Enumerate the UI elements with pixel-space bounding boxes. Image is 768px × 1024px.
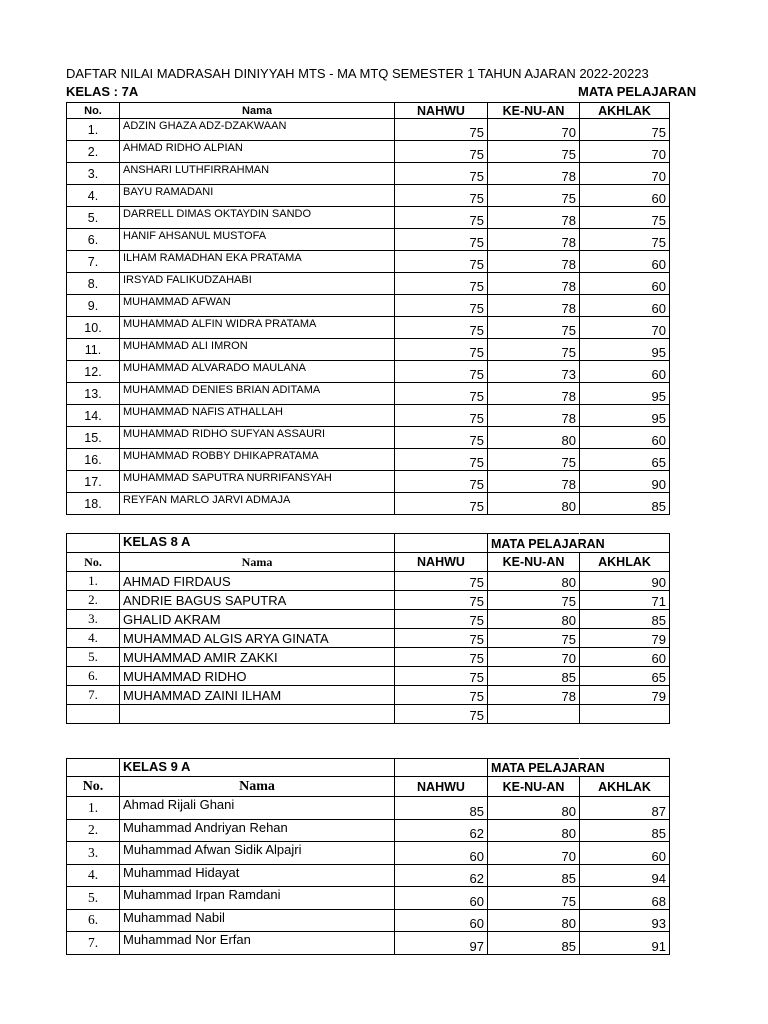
nahwu-score: 75 bbox=[395, 591, 488, 610]
nahwu-score: 75 bbox=[395, 251, 488, 273]
row-number: 13. bbox=[67, 383, 120, 405]
row-number: 14. bbox=[67, 405, 120, 427]
row-number: 7. bbox=[67, 251, 120, 273]
ke-nu-an-score: 78 bbox=[488, 229, 580, 251]
ke-nu-an-score: 75 bbox=[488, 185, 580, 207]
nahwu-score: 75 bbox=[395, 163, 488, 185]
akhlak-score: 91 bbox=[580, 932, 670, 955]
ke-nu-an-score bbox=[488, 705, 580, 724]
row-number: 8. bbox=[67, 273, 120, 295]
header-akhlak: AKHLAK bbox=[580, 777, 670, 797]
ke-nu-an-score: 80 bbox=[488, 797, 580, 820]
student-name: MUHAMMAD ZAINI ILHAM bbox=[120, 686, 395, 705]
table-row bbox=[67, 842, 670, 865]
kelas-9a-label: KELAS 9 A bbox=[120, 759, 395, 777]
akhlak-score: 94 bbox=[580, 864, 670, 887]
row-number: 1. bbox=[67, 572, 120, 591]
akhlak-score: 79 bbox=[580, 629, 670, 648]
ke-nu-an-score: 80 bbox=[488, 819, 580, 842]
ke-nu-an-score: 85 bbox=[488, 667, 580, 686]
kelas-8a-corner-cell bbox=[67, 534, 120, 553]
akhlak-score: 95 bbox=[580, 383, 670, 405]
student-name: ADZIN GHAZA ADZ-DZAKWAAN bbox=[120, 119, 395, 141]
header-akhlak: AKHLAK bbox=[580, 103, 670, 119]
kelas-8a-mata-pelajaran-label: MATA PELAJARAN bbox=[491, 536, 605, 551]
header-no: No. bbox=[67, 553, 120, 572]
nahwu-score: 75 bbox=[395, 361, 488, 383]
student-name: MUHAMMAD AMIR ZAKKI bbox=[120, 648, 395, 667]
ke-nu-an-score: 75 bbox=[488, 449, 580, 471]
row-number: 6. bbox=[67, 667, 120, 686]
kelas-7a-label: KELAS : 7A bbox=[66, 84, 139, 99]
table-row bbox=[67, 629, 670, 648]
nahwu-score: 60 bbox=[395, 909, 488, 932]
table-row bbox=[67, 449, 670, 471]
row-number: 4. bbox=[67, 629, 120, 648]
kelas-7a-subject-clip bbox=[0, 0, 697, 110]
akhlak-score: 60 bbox=[580, 273, 670, 295]
ke-nu-an-score: 78 bbox=[488, 471, 580, 493]
nahwu-score: 75 bbox=[395, 705, 488, 724]
table-row bbox=[67, 932, 670, 955]
table-row bbox=[67, 295, 670, 317]
ke-nu-an-score: 73 bbox=[488, 361, 580, 383]
student-name: MUHAMMAD ALFIN WIDRA PRATAMA bbox=[120, 317, 395, 339]
student-name bbox=[120, 705, 395, 724]
table-row bbox=[67, 273, 670, 295]
row-number: 1. bbox=[67, 119, 120, 141]
nahwu-score: 75 bbox=[395, 648, 488, 667]
nahwu-score: 75 bbox=[395, 207, 488, 229]
nahwu-score: 60 bbox=[395, 842, 488, 865]
nahwu-score: 75 bbox=[395, 273, 488, 295]
kelas-9a-table-body bbox=[67, 797, 670, 955]
row-number: 11. bbox=[67, 339, 120, 361]
row-number: 4. bbox=[67, 185, 120, 207]
ke-nu-an-score: 80 bbox=[488, 427, 580, 449]
row-number: 6. bbox=[67, 909, 120, 932]
student-name: MUHAMMAD ALI IMRON bbox=[120, 339, 395, 361]
row-number: 2. bbox=[67, 141, 120, 163]
row-number: 5. bbox=[67, 648, 120, 667]
row-number: 4. bbox=[67, 864, 120, 887]
student-name: MUHAMMAD NAFIS ATHALLAH bbox=[120, 405, 395, 427]
student-name: ANSHARI LUTHFIRRAHMAN bbox=[120, 163, 395, 185]
table-row bbox=[67, 648, 670, 667]
row-number: 18. bbox=[67, 493, 120, 515]
nahwu-score: 75 bbox=[395, 295, 488, 317]
student-name: Ahmad Rijali Ghani bbox=[120, 797, 395, 820]
akhlak-score: 70 bbox=[580, 317, 670, 339]
akhlak-score: 85 bbox=[580, 819, 670, 842]
table-row bbox=[67, 383, 670, 405]
row-number: 9. bbox=[67, 295, 120, 317]
akhlak-score: 60 bbox=[580, 251, 670, 273]
kelas-8a-table-body bbox=[67, 572, 670, 724]
kelas-7a-mata-pelajaran-label: MATA PELAJARAN bbox=[578, 84, 697, 99]
nahwu-score: 75 bbox=[395, 449, 488, 471]
table-row bbox=[67, 251, 670, 273]
table-row bbox=[67, 207, 670, 229]
header-no: No. bbox=[67, 777, 120, 797]
nahwu-score: 75 bbox=[395, 427, 488, 449]
ke-nu-an-score: 78 bbox=[488, 207, 580, 229]
ke-nu-an-score: 78 bbox=[488, 251, 580, 273]
table-row bbox=[67, 339, 670, 361]
ke-nu-an-score: 75 bbox=[488, 339, 580, 361]
akhlak-score: 79 bbox=[580, 686, 670, 705]
kelas-8a-label: KELAS 8 A bbox=[120, 534, 395, 553]
row-number: 2. bbox=[67, 591, 120, 610]
ke-nu-an-score: 80 bbox=[488, 610, 580, 629]
akhlak-score: 90 bbox=[580, 471, 670, 493]
table-row bbox=[67, 686, 670, 705]
row-number: 15. bbox=[67, 427, 120, 449]
student-name: MUHAMMAD RIDHO SUFYAN ASSAURI bbox=[120, 427, 395, 449]
akhlak-score: 71 bbox=[580, 591, 670, 610]
ke-nu-an-score: 75 bbox=[488, 141, 580, 163]
nahwu-score: 75 bbox=[395, 185, 488, 207]
akhlak-score: 65 bbox=[580, 667, 670, 686]
table-row bbox=[67, 591, 670, 610]
row-number: 3. bbox=[67, 842, 120, 865]
akhlak-score: 95 bbox=[580, 339, 670, 361]
student-name: Muhammad Irpan Ramdani bbox=[120, 887, 395, 910]
row-number: 7. bbox=[67, 932, 120, 955]
nahwu-score: 75 bbox=[395, 383, 488, 405]
table-row bbox=[67, 572, 670, 591]
row-number: 5. bbox=[67, 887, 120, 910]
row-number: 10. bbox=[67, 317, 120, 339]
kelas-7a-table bbox=[66, 102, 670, 515]
nahwu-score: 75 bbox=[395, 141, 488, 163]
ke-nu-an-score: 78 bbox=[488, 383, 580, 405]
table-row bbox=[67, 471, 670, 493]
kelas-7a-table-body bbox=[67, 119, 670, 515]
row-number: 2. bbox=[67, 819, 120, 842]
table-row bbox=[67, 705, 670, 724]
kelas-8a-table bbox=[66, 533, 670, 724]
ke-nu-an-score: 75 bbox=[488, 629, 580, 648]
nahwu-score: 75 bbox=[395, 471, 488, 493]
table-row bbox=[67, 797, 670, 820]
header-nahwu: NAHWU bbox=[395, 103, 488, 119]
table-row bbox=[67, 361, 670, 383]
akhlak-score: 87 bbox=[580, 797, 670, 820]
header-nahwu: NAHWU bbox=[395, 553, 488, 572]
header-nama: Nama bbox=[120, 777, 395, 797]
nahwu-score: 75 bbox=[395, 339, 488, 361]
ke-nu-an-score: 70 bbox=[488, 842, 580, 865]
kelas-8a-mata-pelajaran-cell bbox=[488, 534, 605, 553]
akhlak-score: 95 bbox=[580, 405, 670, 427]
kelas-9a-table bbox=[66, 758, 670, 955]
table-row bbox=[67, 119, 670, 141]
student-name: Muhammad Nabil bbox=[120, 909, 395, 932]
row-number: 7. bbox=[67, 686, 120, 705]
table-row bbox=[67, 610, 670, 629]
table-row bbox=[67, 909, 670, 932]
table-header-row bbox=[67, 103, 670, 119]
header-ke-nu-an: KE-NU-AN bbox=[488, 777, 580, 797]
akhlak-score: 75 bbox=[580, 229, 670, 251]
nahwu-score: 60 bbox=[395, 887, 488, 910]
student-name: AHMAD RIDHO ALPIAN bbox=[120, 141, 395, 163]
nahwu-score: 62 bbox=[395, 864, 488, 887]
header-akhlak: AKHLAK bbox=[580, 553, 670, 572]
ke-nu-an-score: 70 bbox=[488, 119, 580, 141]
nahwu-score: 75 bbox=[395, 119, 488, 141]
akhlak-score: 60 bbox=[580, 295, 670, 317]
ke-nu-an-score: 70 bbox=[488, 648, 580, 667]
akhlak-score: 60 bbox=[580, 361, 670, 383]
header-no: No. bbox=[67, 103, 120, 119]
student-name: MUHAMMAD ROBBY DHIKAPRATAMA bbox=[120, 449, 395, 471]
ke-nu-an-score: 75 bbox=[488, 887, 580, 910]
ke-nu-an-score: 85 bbox=[488, 864, 580, 887]
akhlak-score: 60 bbox=[580, 427, 670, 449]
table-row bbox=[67, 317, 670, 339]
row-number: 1. bbox=[67, 797, 120, 820]
akhlak-score: 60 bbox=[580, 842, 670, 865]
akhlak-score: 85 bbox=[580, 610, 670, 629]
student-name: Muhammad Afwan Sidik Alpajri bbox=[120, 842, 395, 865]
table-header-row bbox=[67, 777, 670, 797]
table-row bbox=[67, 493, 670, 515]
document-title: DAFTAR NILAI MADRASAH DINIYYAH MTS - MA MTQ SEMESTER 1 TAHUN AJARAN 2022-20223 bbox=[66, 66, 649, 81]
header-nama: Nama bbox=[120, 103, 395, 119]
nahwu-score: 75 bbox=[395, 493, 488, 515]
akhlak-score: 68 bbox=[580, 887, 670, 910]
akhlak-score: 65 bbox=[580, 449, 670, 471]
header-ke-nu-an: KE-NU-AN bbox=[488, 553, 580, 572]
nahwu-score: 75 bbox=[395, 686, 488, 705]
table-row bbox=[67, 864, 670, 887]
kelas-row bbox=[67, 759, 670, 777]
nahwu-score: 75 bbox=[395, 405, 488, 427]
table-row bbox=[67, 405, 670, 427]
akhlak-score: 60 bbox=[580, 185, 670, 207]
row-number: 6. bbox=[67, 229, 120, 251]
ke-nu-an-score: 80 bbox=[488, 493, 580, 515]
ke-nu-an-score: 80 bbox=[488, 909, 580, 932]
nahwu-score: 75 bbox=[395, 610, 488, 629]
row-number: 16. bbox=[67, 449, 120, 471]
nahwu-score: 75 bbox=[395, 572, 488, 591]
ke-nu-an-score: 78 bbox=[488, 405, 580, 427]
student-name: AHMAD FIRDAUS bbox=[120, 572, 395, 591]
row-number: 12. bbox=[67, 361, 120, 383]
akhlak-score: 93 bbox=[580, 909, 670, 932]
akhlak-score: 60 bbox=[580, 648, 670, 667]
nahwu-score: 85 bbox=[395, 797, 488, 820]
student-name: Muhammad Hidayat bbox=[120, 864, 395, 887]
student-name: MUHAMMAD DENIES BRIAN ADITAMA bbox=[120, 383, 395, 405]
student-name: MUHAMMAD ALGIS ARYA GINATA bbox=[120, 629, 395, 648]
table-row bbox=[67, 887, 670, 910]
table-row bbox=[67, 229, 670, 251]
kelas-9a-blank-cell bbox=[395, 759, 488, 777]
table-row bbox=[67, 141, 670, 163]
row-number: 17. bbox=[67, 471, 120, 493]
header-nama: Nama bbox=[120, 553, 395, 572]
akhlak-score: 90 bbox=[580, 572, 670, 591]
row-number: 5. bbox=[67, 207, 120, 229]
nahwu-score: 75 bbox=[395, 667, 488, 686]
row-number: 3. bbox=[67, 163, 120, 185]
ke-nu-an-score: 85 bbox=[488, 932, 580, 955]
table-row bbox=[67, 819, 670, 842]
kelas-8a-blank-cell bbox=[395, 534, 488, 553]
student-name: ILHAM RAMADHAN EKA PRATAMA bbox=[120, 251, 395, 273]
student-name: HANIF AHSANUL MUSTOFA bbox=[120, 229, 395, 251]
akhlak-score: 75 bbox=[580, 119, 670, 141]
student-name: BAYU RAMADANI bbox=[120, 185, 395, 207]
ke-nu-an-score: 75 bbox=[488, 317, 580, 339]
kelas-9a-mata-pelajaran-cell bbox=[488, 759, 605, 777]
student-name: Muhammad Nor Erfan bbox=[120, 932, 395, 955]
student-name: REYFAN MARLO JARVI ADMAJA bbox=[120, 493, 395, 515]
row-number bbox=[67, 705, 120, 724]
akhlak-score: 75 bbox=[580, 207, 670, 229]
table-row bbox=[67, 163, 670, 185]
kelas-9a-corner-cell bbox=[67, 759, 120, 777]
akhlak-score: 70 bbox=[580, 163, 670, 185]
akhlak-score: 70 bbox=[580, 141, 670, 163]
student-name: Muhammad Andriyan Rehan bbox=[120, 819, 395, 842]
student-name: MUHAMMAD SAPUTRA NURRIFANSYAH bbox=[120, 471, 395, 493]
ke-nu-an-score: 78 bbox=[488, 295, 580, 317]
student-name: GHALID AKRAM bbox=[120, 610, 395, 629]
table-row bbox=[67, 667, 670, 686]
ke-nu-an-score: 80 bbox=[488, 572, 580, 591]
nahwu-score: 75 bbox=[395, 317, 488, 339]
header-ke-nu-an: KE-NU-AN bbox=[488, 103, 580, 119]
akhlak-score: 85 bbox=[580, 493, 670, 515]
student-name: MUHAMMAD AFWAN bbox=[120, 295, 395, 317]
ke-nu-an-score: 78 bbox=[488, 686, 580, 705]
ke-nu-an-score: 75 bbox=[488, 591, 580, 610]
kelas-row bbox=[67, 534, 670, 553]
nahwu-score: 97 bbox=[395, 932, 488, 955]
student-name: ANDRIE BAGUS SAPUTRA bbox=[120, 591, 395, 610]
table-row bbox=[67, 185, 670, 207]
student-name: MUHAMMAD RIDHO bbox=[120, 667, 395, 686]
kelas-9a-mata-pelajaran-label: MATA PELAJARAN bbox=[491, 761, 605, 775]
table-header-row bbox=[67, 553, 670, 572]
nahwu-score: 75 bbox=[395, 629, 488, 648]
student-name: IRSYAD FALIKUDZAHABI bbox=[120, 273, 395, 295]
ke-nu-an-score: 78 bbox=[488, 163, 580, 185]
ke-nu-an-score: 78 bbox=[488, 273, 580, 295]
nahwu-score: 75 bbox=[395, 229, 488, 251]
student-name: DARRELL DIMAS OKTAYDIN SANDO bbox=[120, 207, 395, 229]
header-nahwu: NAHWU bbox=[395, 777, 488, 797]
table-row bbox=[67, 427, 670, 449]
nahwu-score: 62 bbox=[395, 819, 488, 842]
student-name: MUHAMMAD ALVARADO MAULANA bbox=[120, 361, 395, 383]
akhlak-score bbox=[580, 705, 670, 724]
row-number: 3. bbox=[67, 610, 120, 629]
